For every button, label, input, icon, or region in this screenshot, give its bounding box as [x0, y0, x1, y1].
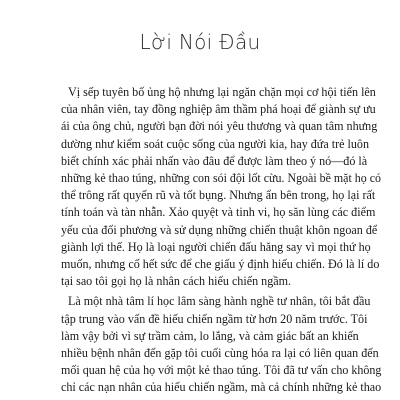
text-line: tập trung vào vấn đề hiếu chiến ngầm từ hơn 20 năm trước. Tôi: [61, 311, 368, 326]
text-line: ái của ông chủ, người bạn đời nói yêu thương và quan tâm nhưng: [61, 119, 378, 134]
paragraph-2: [61, 293, 381, 396]
text-line: những kẻ thao túng, những con sói đội lốt cừu. Ngoài bề mặt họ có: [61, 171, 381, 186]
text-line: thể trông rất quyến rũ và tốt bụng. Nhưng ẩn bên trong, họ lại rất: [61, 188, 376, 203]
document-body: [61, 84, 381, 397]
text-line: nhiều bệnh nhân đến gặp tôi cuối cùng hóa ra lại có liên quan đến: [61, 346, 379, 361]
text-line: làm vậy bởi vì sự trầm cảm, lo lắng, và cảm giác bất an khiến: [61, 328, 359, 343]
text-line: mối quan hệ của họ với một kẻ thao túng. Tôi đã tư vấn cho không: [61, 363, 382, 378]
text-line: giành lợi thế. Họ là loại người chiến đấu hăng say vì mọi thứ họ: [61, 239, 371, 254]
text-line: tại sao tôi gọi họ là nhân cách hiếu chiến ngầm.: [61, 274, 292, 289]
text-line: biết chính xác phải nhấn vào đâu để được làm theo ý nó—đó là: [61, 153, 368, 168]
text-line: Vị sếp tuyên bố ủng hộ nhưng lại ngăn chặn mọi cơ hội tiến lên: [68, 85, 376, 99]
text-line: của nhân viên, tay đồng nghiệp âm thầm phá hoại để giành sự ưu: [61, 102, 376, 117]
paragraph-1: [61, 84, 381, 290]
text-line: chỉ các nạn nhân của hiếu chiến ngầm, mà cả chính những kẻ thao: [61, 380, 382, 395]
text-line: tính toán và tàn nhẫn. Xảo quyệt và tinh vi, họ săn lùng các điểm: [61, 205, 376, 220]
text-line: dường như kiểm soát cuộc sống của người kia, hay đứa trẻ luôn: [61, 136, 370, 151]
text-line: yếu của đối phương và sử dụng những chiến thuật khôn ngoan để: [61, 222, 378, 237]
text-line: muốn, nhưng cố hết sức để che giấu ý định hiếu chiến. Đó là lí do: [61, 257, 380, 272]
page-title: Lời Nói Đầu: [139, 30, 261, 54]
text-line: Là một nhà tâm lí học lâm sàng hành nghề tư nhân, tôi bắt đầu: [68, 294, 371, 309]
